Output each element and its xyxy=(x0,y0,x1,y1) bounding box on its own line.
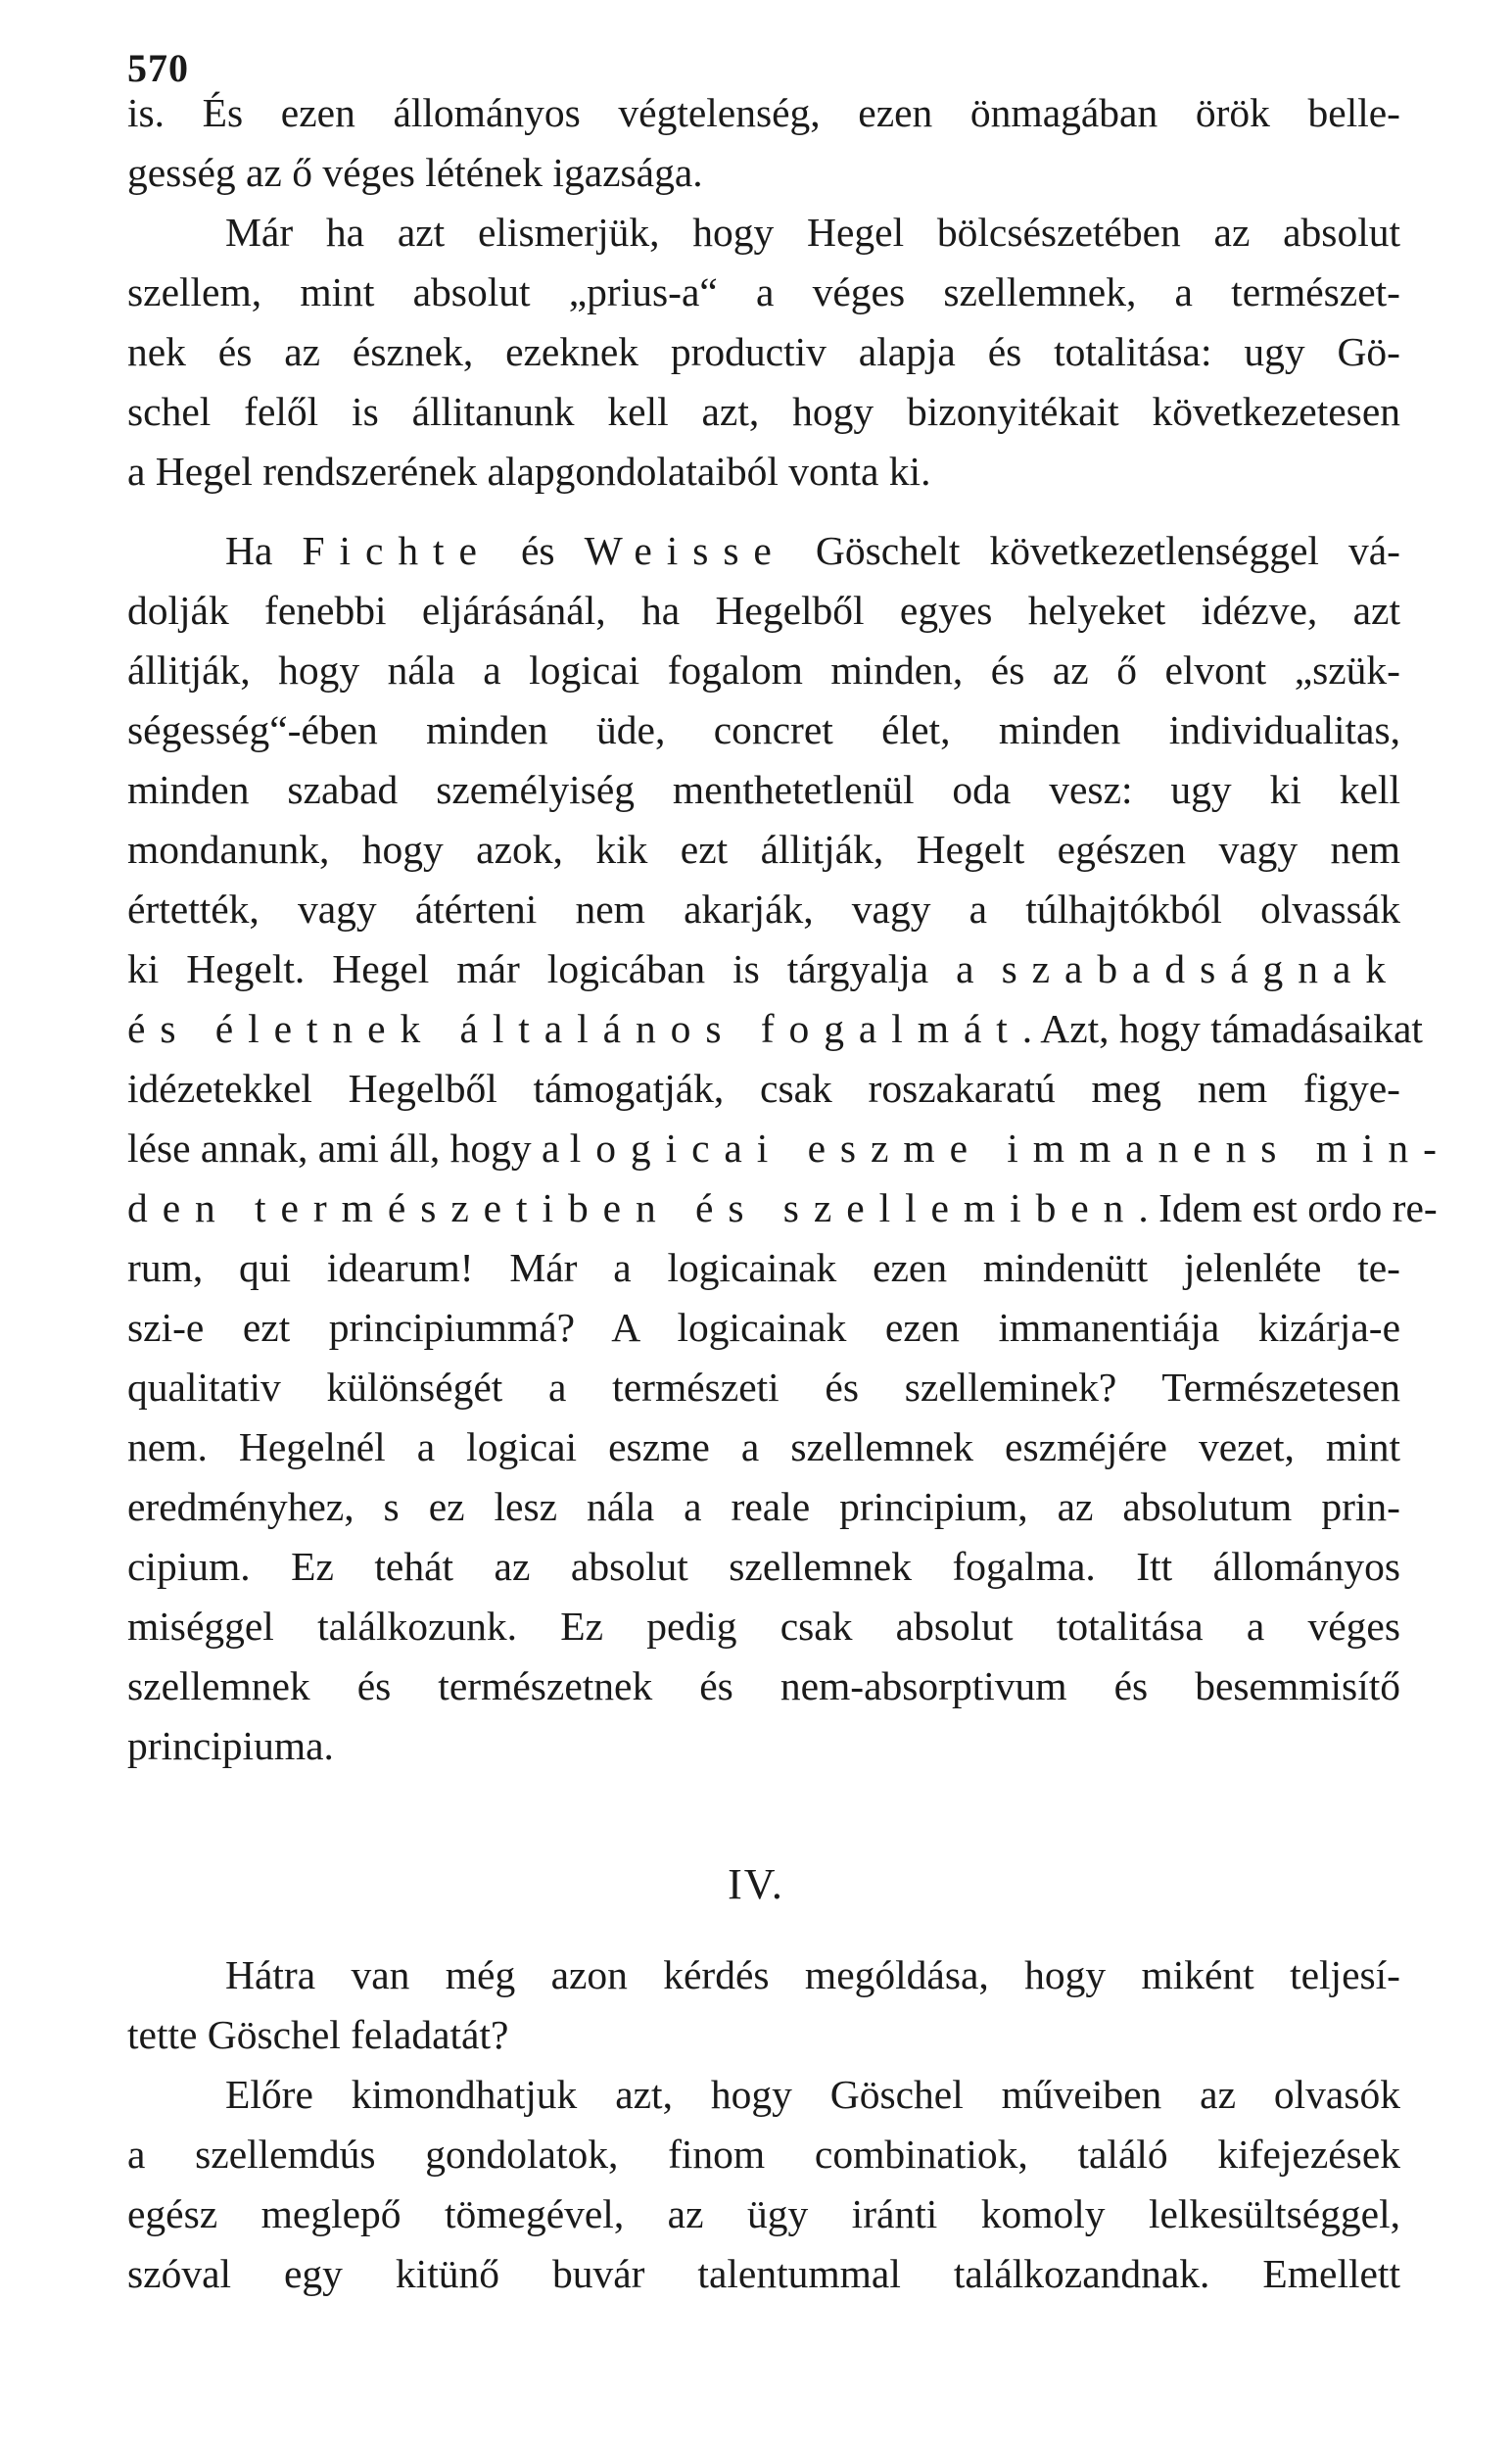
spaced-emphasis: szabadságnak xyxy=(1001,946,1400,991)
text-line: minden szabad személyiség menthetetlenül oda vesz: ugy ki kell xyxy=(127,767,1400,812)
text-line: állitják, hogy nála a logicai fogalom minden, és az ő elvont „szük- xyxy=(127,647,1400,693)
text-line: szellem, mint absolut „prius-a“ a véges szellemnek, a természet- xyxy=(127,269,1400,314)
text-segment: Ha xyxy=(225,528,303,573)
text-line: schel felől is állitanunk kell azt, hogy bizonyitékait következetesen xyxy=(127,389,1400,434)
text-line xyxy=(127,939,1400,999)
text-line: dolják fenebbi eljárásánál, ha Hegelből egyes helyeket idézve, azt xyxy=(127,588,1400,633)
text-line: a Hegel rendszerének alapgondolataiból vonta ki. xyxy=(127,449,931,494)
text-segment: és xyxy=(491,528,585,573)
text-line: egész meglepő tömegével, az ügy iránti komoly lelkesültséggel, xyxy=(127,2191,1400,2236)
page-number: 570 xyxy=(127,46,189,90)
text-line: rum, qui idearum! Már a logicainak ezen mindenütt jelenléte te- xyxy=(127,1245,1400,1290)
text-line: ségesség“-ében minden üde, concret élet, minden individualitas, xyxy=(127,707,1400,752)
text-line: nek és az észnek, ezeknek productiv alapja és totalitása: ugy Gö- xyxy=(127,329,1400,374)
text-line xyxy=(127,1119,1451,1178)
text-segment: lése annak, ami áll, hogy a xyxy=(127,1126,570,1171)
text-line: idézetekkel Hegelből támogatják, csak roszakaratú meg nem figye- xyxy=(127,1066,1400,1111)
spaced-name-weisse: Weisse xyxy=(584,528,786,573)
paragraph-block-1 xyxy=(127,83,1400,502)
text-line: qualitativ különségét a természeti és szelleminek? Természetesen xyxy=(127,1365,1400,1410)
text-line: értették, vagy átérteni nem akarják, vagy a túlhajtókból olvassák xyxy=(127,887,1400,932)
section-heading: IV. xyxy=(728,1860,784,1908)
text-line: miséggel találkozunk. Ez pedig csak absolut totalitása a véges xyxy=(127,1604,1400,1649)
text-line: tette Göschel feladatát? xyxy=(127,2012,509,2057)
text-line xyxy=(127,521,1400,581)
text-line: gesség az ő véges létének igazsága. xyxy=(127,150,703,195)
text-line xyxy=(127,999,1423,1059)
text-segment: ki Hegelt. Hegel már logicában is tárgyalja a xyxy=(127,946,1002,991)
spaced-name-fichte: Fichte xyxy=(302,528,492,573)
text-segment: . Idem est ordo re- xyxy=(1138,1185,1438,1230)
paragraph-block-3 xyxy=(127,1945,1400,2304)
text-line: cipium. Ez tehát az absolut szellemnek fogalma. Itt állományos xyxy=(127,1544,1400,1589)
spaced-emphasis: den természetiben és szellemiben xyxy=(127,1185,1139,1230)
spaced-emphasis: logicai eszme immanens min- xyxy=(569,1126,1451,1171)
text-line: szóval egy kitünő buvár talentummal találkozandnak. Emellett xyxy=(127,2251,1400,2296)
text-segment: Göschelt következetlenséggel vá- xyxy=(785,528,1400,573)
text-line xyxy=(127,1178,1438,1238)
text-line: szi-e ezt principiummá? A logicainak ezen immanentiája kizárja-e xyxy=(127,1305,1400,1350)
text-line: principiuma. xyxy=(127,1723,334,1768)
text-line: mondanunk, hogy azok, kik ezt állitják, Hegelt egészen vagy nem xyxy=(127,827,1400,872)
text-line: is. És ezen állományos végtelenség, ezen önmagában örök belle- xyxy=(127,90,1400,135)
text-line: a szellemdús gondolatok, finom combinatiok, találó kifejezések xyxy=(127,2132,1400,2177)
text-segment: . Azt, hogy támadásaikat xyxy=(1021,1006,1423,1051)
text-line: Előre kimondhatjuk azt, hogy Göschel műveiben az olvasók xyxy=(225,2072,1400,2117)
spaced-emphasis: és életnek általános fogalmát xyxy=(127,1006,1022,1051)
text-line: nem. Hegelnél a logicai eszme a szellemnek eszméjére vezet, mint xyxy=(127,1424,1400,1469)
text-line: Már ha azt elismerjük, hogy Hegel bölcsészetében az absolut xyxy=(225,210,1400,255)
text-line: szellemnek és természetnek és nem-absorptivum és besemmisítő xyxy=(127,1663,1400,1708)
paragraph-block-2 xyxy=(127,521,1451,1776)
text-line: eredményhez, s ez lesz nála a reale principium, az absolutum prin- xyxy=(127,1484,1400,1529)
text-line: Hátra van még azon kérdés mególdása, hogy miként teljesí- xyxy=(225,1952,1400,1997)
